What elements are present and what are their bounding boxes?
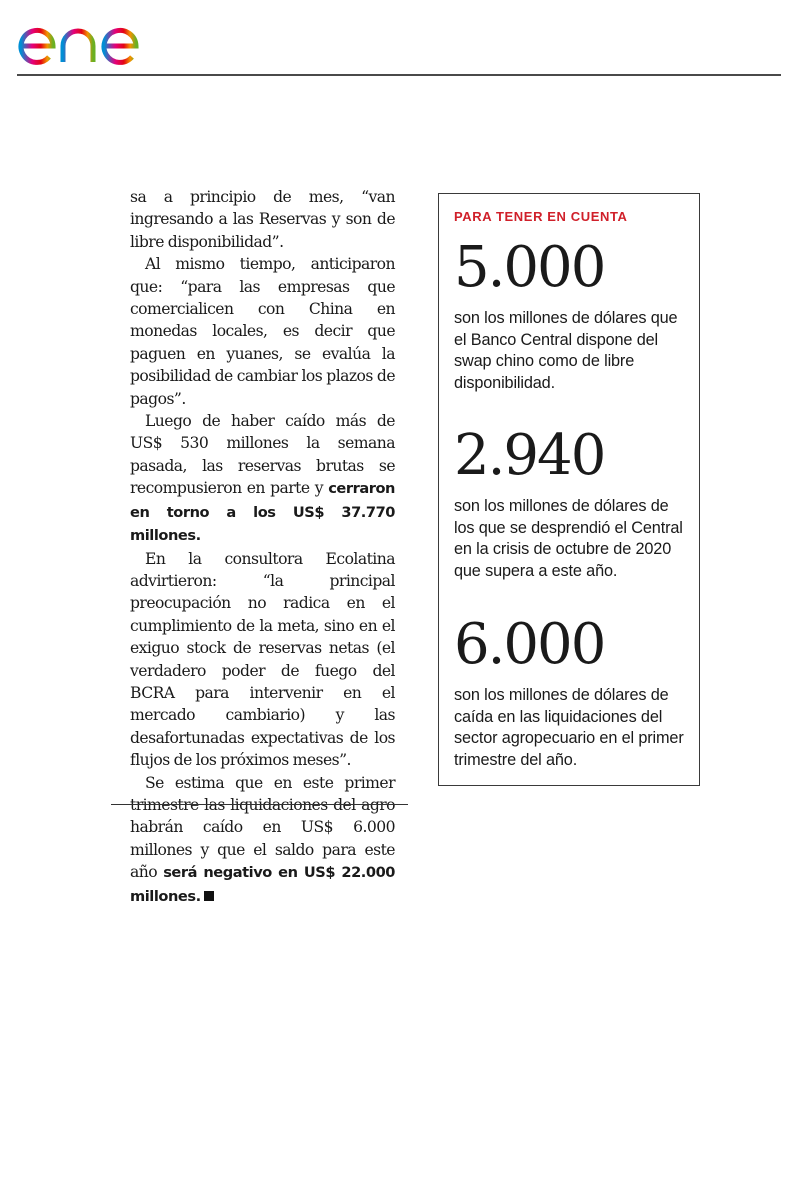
article-paragraph bbox=[130, 186, 395, 253]
article-paragraph bbox=[130, 548, 395, 772]
enel-logo bbox=[16, 4, 181, 68]
article-body bbox=[130, 186, 395, 908]
fact-item bbox=[454, 612, 690, 771]
fact-description: son los millones de dólares de caída en las liquidaciones del sector agropecuario en el primer trimestre del año. bbox=[454, 686, 684, 769]
fact-box bbox=[438, 193, 700, 786]
text-run: Luego de haber caído más de US$ 530 millones la semana pasada, las reservas brutas se recompusieron en parte y bbox=[130, 412, 395, 498]
article-end-divider bbox=[111, 804, 408, 805]
text-run: Se estima que en este primer trimestre las liquidaciones del agro habrán caído en US$ 6.000 millones y que el saldo para este año bbox=[130, 773, 395, 882]
text-run: Al mismo tiempo, anticiparon que: “para las empresas que comercialicen con China en monedas locales, es decir que paguen en yuanes, se evalúa la posibilidad de cambiar los plazos de pagos”. bbox=[130, 255, 395, 408]
article-paragraph bbox=[130, 410, 395, 547]
bold-text: será negativo en US$ 22.000 millones. bbox=[130, 864, 395, 905]
fact-description: son los millones de dólares de los que se desprendió el Central en la crisis de octubre de 2020 que supera a este año. bbox=[454, 497, 683, 580]
bold-text: cerraron en torno a los US$ 37.770 millones. bbox=[130, 480, 395, 545]
fact-number: 5.000 bbox=[454, 235, 605, 300]
end-of-article-mark bbox=[204, 891, 214, 901]
fact-number: 6.000 bbox=[454, 612, 605, 677]
article-paragraph bbox=[130, 253, 395, 410]
header-divider bbox=[17, 74, 781, 76]
article-paragraph bbox=[130, 772, 395, 908]
fact-item bbox=[454, 423, 690, 582]
text-run: En la consultora Ecolatina advirtieron: “la principal preocupación no radica en el cumplimiento de la meta, sino en el exiguo stock de reservas netas (el verdadero poder de fuego del BCRA para intervenir en el mercado cambiario) y las desafortunadas expectativas de los flujos de los próximos meses”. bbox=[130, 549, 395, 770]
fact-description: son los millones de dólares que el Banco Central dispone del swap chino como de libre disponibilidad. bbox=[454, 309, 678, 392]
fact-item bbox=[454, 235, 690, 394]
fact-number: 2.940 bbox=[454, 423, 605, 488]
text-run: sa a principio de mes, “van ingresando a las Reservas y son de libre disponibilidad”. bbox=[130, 188, 395, 251]
fact-box-heading: PARA TENER EN CUENTA bbox=[454, 209, 628, 224]
